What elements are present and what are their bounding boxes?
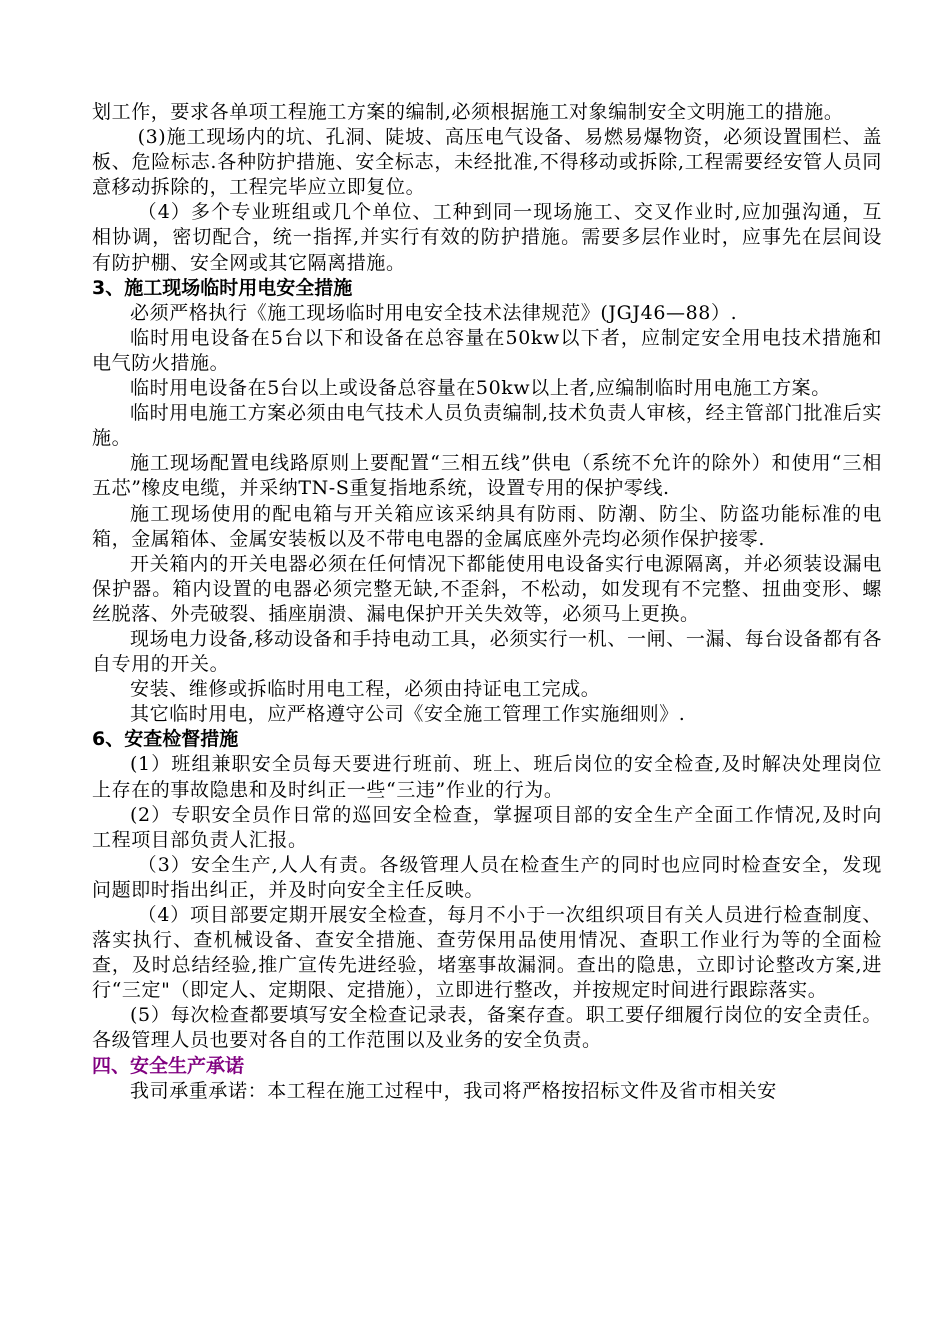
section-heading: 6、安查检督措施 [92,728,239,751]
section-heading: 3、施工现场临时用电安全措施 [92,276,353,299]
paragraph: （3）安全生产,人人有责。各级管理人员在检查生产的同时也应同时检查安全，发现问题即时指出纠正，并及时向安全主任反映。 [92,853,882,901]
paragraph: 现场电力设备,移动设备和手持电动工具，必须实行一机、一闸、一漏、每台设备都有各自专用的开关。 [92,627,882,676]
paragraph: (1）班组兼职安全员每天要进行班前、班上、班后岗位的安全检查,及时解决处理岗位上存在的事故隐患和及时纠正一些“三违”作业的行为。 [92,753,882,801]
paragraph: 划工作，要求各单项工程施工方案的编制,必须根据施工对象编制安全文明施工的措施。 [92,101,844,123]
paragraph: (5）每次检查都要填写安全检查记录表，备案存查。职工要仔细履行岗位的安全责任。各级管理人员也要对各自的工作范围以及业务的安全负责。 [92,1004,882,1052]
paragraph: （4）多个专业班组或几个单位、工种到同一现场施工、交叉作业时,应加强沟通，互相协调，密切配合，统一指挥,并实行有效的防护措施。需要多层作业时，应事先在层间设有防护棚、安全网或其它隔离措施。 [92,201,882,274]
paragraph: 临时用电施工方案必须由电气技术人员负责编制,技术负责人审核，经主管部门批准后实施。 [92,402,882,450]
document-body [92,100,882,1104]
paragraph: (3)施工现场内的坑、孔洞、陡坡、高压电气设备、易燃易爆物资，必须设置围栏、盖板、危险标志.各种防护措施、安全标志，未经批准,不得移动或拆除,工程需要经安管人员同意移动拆除的，工程完毕应立即复位。 [92,126,882,199]
paragraph: 必须严格执行《施工现场临时用电安全技术法律规范》(JGJ46—88）. [130,301,738,324]
paragraph: （4）项目部要定期开展安全检查，每月不小于一次组织项目有关人员进行检查制度、落实执行、查机械设备、查安全措施、查劳保用品使用情况、查职工作业行为等的全面检查，及时总结经验,推广宣传先进经验，堵塞事故漏洞。查出的隐患，立即讨论整改方案,进行“三定"（即定人、定期限、定措施），立即进行整改，并按规定时间进行跟踪落实。 [92,904,882,1002]
paragraph: 施工现场配置电线路原则上要配置“三相五线”供电（系统不允许的除外）和使用“三相五芯”橡皮电缆，并采纳TN-S重复指地系统，设置专用的保护零线. [92,452,882,500]
paragraph: 临时用电设备在5台以下和设备在总容量在50kw以下者，应制定安全用电技术措施和电气防火措施。 [92,326,882,374]
paragraph: 其它临时用电，应严格遵守公司《安全施工管理工作实施细则》. [130,703,686,726]
paragraph: (2）专职安全员作日常的巡回安全检查，掌握项目部的安全生产全面工作情况,及时向工程项目部负责人汇报。 [92,803,882,851]
paragraph: 安装、维修或拆临时用电工程，必须由持证电工完成。 [130,678,601,701]
paragraph: 临时用电设备在5台以上或设备总容量在50kw以上者,应编制临时用电施工方案。 [130,377,831,400]
chapter-heading: 四、安全生产承诺 [92,1054,245,1077]
paragraph: 施工现场使用的配电箱与开关箱应该采纳具有防雨、防潮、防尘、防盗功能标准的电箱，金属箱体、金属安装板以及不带电电器的金属底座外壳均必须作保护接零. [92,502,882,550]
paragraph: 我司承重承诺：本工程在施工过程中，我司将严格按招标文件及省市相关安 [130,1079,777,1102]
paragraph: 开关箱内的开关电器必须在任何情况下都能使用电设备实行电源隔离，并必须装设漏电保护器。箱内设置的电器必须完整无缺,不歪斜，不松动，如发现有不完整、扭曲变形、螺丝脱落、外壳破裂、插座崩溃、漏电保护开关失效等，必须马上更换。 [92,552,882,625]
